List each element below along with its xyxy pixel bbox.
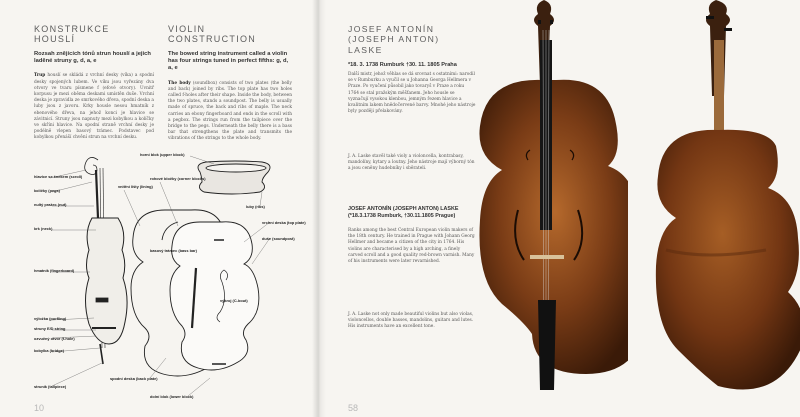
label-bridge: kobylka (bridge) — [34, 348, 65, 353]
czech-column — [34, 24, 154, 142]
czech-body-label: Trup — [34, 73, 46, 79]
label-nut: nultý pražec (nut) — [34, 202, 67, 207]
label-bass-bar: basový trámec (bass bar) — [150, 248, 197, 253]
czech-heading: KONSTRUKCE HOUSLÍ — [34, 24, 110, 44]
maker-text-cz: Další mistr, jehož věhlas se dá srovnat s ostatními: narodil se v Rumburku a vyučil se u Johanna Georga Hellmera v Praze. Po vyučení působil jako tovaryš v Praze a roku 1764 se stal pražským měšťanem. Jeho housle se vyznačují vysokou klenbou, jemným řezem hlavice a kvalitním lakem hnědočervené barvy. Mnohé jeho nástroje byly později přelakovány. — [348, 72, 476, 115]
violin-front-photo — [458, 0, 628, 417]
english-body — [168, 81, 292, 143]
page-number-left: 10 — [34, 403, 45, 413]
label-scroll: hlavice se šnekem (scroll) — [34, 174, 83, 179]
label-upper-block: horní blok (upper block) — [140, 152, 185, 157]
violin-ribs-frame — [198, 161, 270, 194]
maker-name: JOSEF ANTONÍN (JOSEPH ANTON) LASKE — [348, 24, 440, 55]
english-subheading: The bowed string instrument called a violin has four strings tuned in perfect fifths: g, d, a, e — [168, 51, 289, 72]
label-ribs: luby (ribs) — [246, 204, 265, 209]
label-pegs: kolíčky (pegs) — [34, 188, 60, 193]
maker-text-en-2: J. A. Laske not only made beautiful violins but also violas, violoncellos, double basses, mandolins, guitars and lutes. His instruments have an excellent tone. — [348, 312, 474, 330]
czech-body — [34, 73, 154, 141]
label-tailpiece: struník (tailpiece) — [34, 384, 67, 389]
czech-body-text: houslí se skládá z vrchní desky (víka) a spodní desky spojených lubem. Ve víku jsou vyřezány dva otvory ve tvaru písmene f (efové otvory). Uvnitř korpusu je mezi oběma deskami umístěn duše. Vrchní deska je zpravidla ze smrkového dřeva, spodní deska a luby jsou z javoru. Krky housle nesou hmatník z ebenového dřeva, na jehož konci je hlavice se závitnicí. Struny jsou napnuty mezi kobylkou a kolíčky ve skříni hlavice. — [34, 73, 154, 129]
left-page — [0, 0, 318, 417]
english-column — [168, 24, 292, 143]
label-corner-blocks: rohové bločky (corner blocks) — [150, 176, 206, 181]
english-body-text: (soundbox) consists of two plates (the belly and back) joined by ribs. The top plate has two holes called f-holes after their shape. Inside the body, between the two plates, stands a soundpost. The belly is usually made of spruce, the back and ribs of maple. The neck carries an ebony fingerboard and ends in the scroll with a pegbox. The strings run from the tailpiece over the bridge to the pegs. — [168, 80, 292, 130]
page-number-right: 58 — [348, 403, 359, 413]
czech-body-more: Na spodní straně vrchní desky je podélně vlepen basový trámec. Podstavec pod kobylkou přenáší chvění strun na vrchní desku. — [34, 123, 154, 141]
violin-anatomy-diagram — [0, 148, 318, 410]
label-c-bout: výkroj (C-bout) — [220, 298, 248, 303]
label-lining: vnitřní lišty (lining) — [118, 184, 153, 189]
maker-dates: *18. 3. 1738 Rumburk †30. 11. 1805 Praha — [348, 62, 457, 69]
label-strings: struny E/D string — [34, 326, 66, 331]
english-body-more: Underneath the belly there is a bass bar that strengthens the plate and transmits the vibrations of the strings to the whole body. — [168, 124, 292, 142]
maker-subheading-en: JOSEF ANTONÍN (JOSEPH ANTON) LASKE (*18.3.1738 Rumburk, †30.11.1805 Prague) — [348, 206, 459, 219]
violin-back-photo — [636, 0, 800, 417]
label-purfling: výložka (purfling) — [34, 316, 67, 321]
violin-top-plate — [170, 222, 259, 370]
maker-text-en: Ranks among the best Central European violin makers of the 18th century. He trained in Prague with Johann Georg Hellmer and became a citizen of the city in 1764. His violins are characterised by a high arching, a finely carved scroll and a good quality red-brown varnish. Many of his instruments were later revarnished. — [348, 228, 475, 265]
english-heading: VIOLIN CONSTRUCTION — [168, 24, 257, 44]
label-lower-block: dolní blok (lower block) — [150, 394, 194, 399]
maker-text-cz-2: J. A. Laske stavěl také violy a violoncella, kontrabasy, mandolíny, kytary a loutny. Jeho nástroje mají výborný tón a jsou ceněny hudebníky i sběrateli. — [348, 154, 475, 172]
label-top-plate: vrchní deska (top plate) — [262, 220, 306, 225]
label-neck: krk (neck) — [34, 226, 53, 231]
label-back-plate: spodní deska (back plate) — [110, 376, 158, 381]
label-f-hole: ozvučný otvor (f-hole) — [34, 336, 75, 341]
czech-subheading: Rozsah znějících tónů strun houslí a jejich laděné struny g, d, a, e — [34, 51, 151, 65]
label-soundpost: duše (soundpost) — [262, 236, 295, 241]
english-body-label: The body — [168, 80, 191, 86]
label-fingerboard: hmatník (fingerboard) — [34, 268, 75, 273]
right-page — [318, 0, 800, 417]
